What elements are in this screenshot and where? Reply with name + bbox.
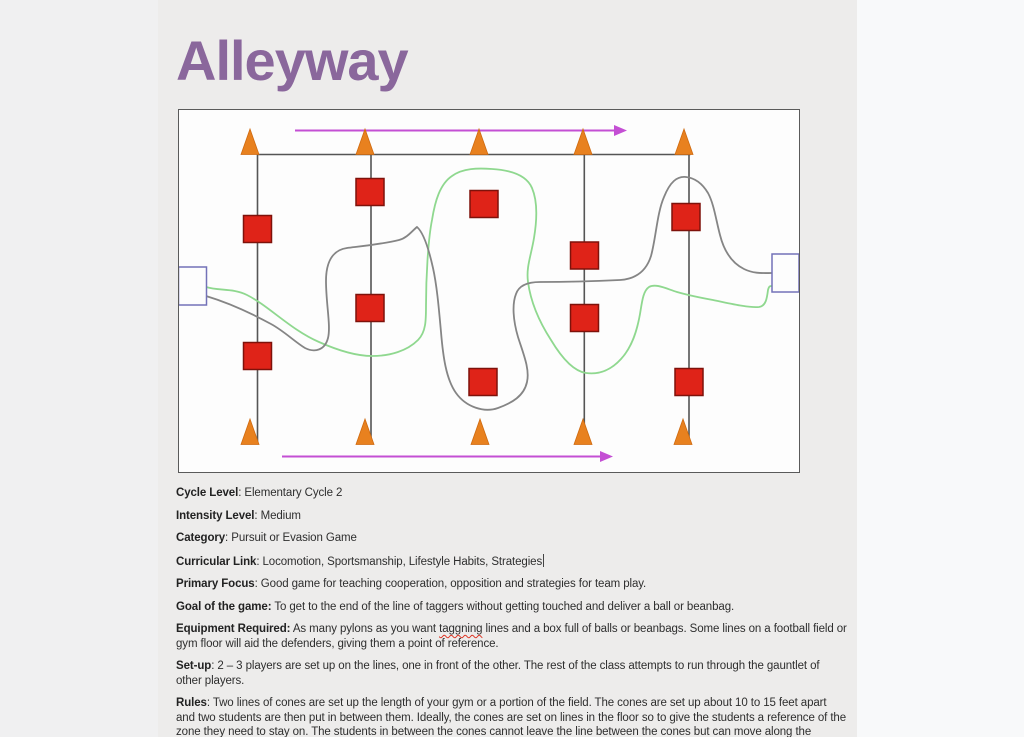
detail-separator: : xyxy=(206,697,213,709)
detail-row xyxy=(176,554,848,570)
tagger-square xyxy=(244,343,272,370)
tagger-square xyxy=(672,204,700,231)
detail-text: As many pylons as you want xyxy=(292,623,440,635)
detail-text: Pursuit or Evasion Game xyxy=(231,532,357,544)
cone-icon xyxy=(241,129,259,155)
document-canvas xyxy=(158,0,857,737)
start-box xyxy=(179,267,207,305)
misspelled-word: taggning xyxy=(439,623,483,635)
game-diagram-image xyxy=(178,109,800,473)
detail-text: Good game for teaching cooperation, opposition and strategies for team play. xyxy=(260,578,647,590)
tagger-square xyxy=(571,305,599,332)
cone-icon xyxy=(241,419,259,445)
tagger-square xyxy=(571,242,599,269)
detail-separator: : xyxy=(254,509,261,522)
detail-text: Medium xyxy=(260,509,301,522)
detail-row xyxy=(176,696,848,737)
top-direction-arrow-head-icon xyxy=(614,125,627,136)
detail-label: Rules xyxy=(176,697,207,709)
detail-text: lines and a box full of balls or beanbags. Some lines on a football field or gym floor will aid the defenders, giving them a point of reference. xyxy=(176,623,847,650)
detail-label: Primary Focus xyxy=(176,578,255,590)
detail-label: Intensity Level xyxy=(176,509,255,522)
detail-row xyxy=(176,622,848,651)
detail-text: Two lines of cones are set up the length of your gym or a portion of the field. The cones are set up about 10 to 15 feet apart and two students are then put in between them. Ideally, the cones are set on lines in the floor so to give the students a reference of the zone they need to stay on. The students in between the cones cannot leave the line between the cones but can move along the xyxy=(176,697,847,737)
detail-row xyxy=(176,509,848,524)
page-left-margin xyxy=(0,0,158,737)
detail-label: Cycle Level xyxy=(176,487,239,499)
detail-separator: : xyxy=(238,487,245,499)
tagger-square xyxy=(470,191,498,218)
detail-text: To get to the end of the line of taggers without getting touched and deliver a ball or beanbag. xyxy=(274,600,735,613)
detail-row xyxy=(176,659,848,688)
tagger-square xyxy=(356,179,384,206)
bottom-direction-arrow-head-icon xyxy=(600,451,613,462)
detail-text: Elementary Cycle 2 xyxy=(244,487,343,499)
detail-text: 2 – 3 players are set up on the lines, one in front of the other. The rest of the class attempts to run through the gauntlet of other players. xyxy=(176,660,820,687)
detail-separator: : xyxy=(256,555,263,568)
detail-label: Category xyxy=(176,532,226,544)
detail-label: Curricular Link xyxy=(176,555,257,568)
detail-label: Set-up xyxy=(176,660,212,672)
tagger-square xyxy=(469,369,497,396)
tagger-square xyxy=(356,295,384,322)
detail-row xyxy=(176,577,848,592)
detail-separator: : xyxy=(211,660,218,672)
alleyway-field-diagram xyxy=(179,110,799,472)
detail-text: Locomotion, Sportsmanship, Lifestyle Habits, Strategies xyxy=(262,555,543,568)
detail-row xyxy=(176,486,848,501)
cone-icon xyxy=(356,129,374,155)
detail-separator: : xyxy=(225,532,232,544)
game-details xyxy=(176,486,848,737)
end-box xyxy=(772,254,799,292)
cone-icon xyxy=(471,419,489,445)
detail-label: Goal of the game: xyxy=(176,600,272,613)
tagger-square xyxy=(675,369,703,396)
cone-icon xyxy=(574,129,592,155)
detail-separator: : xyxy=(254,578,261,590)
detail-row xyxy=(176,600,848,615)
page-title: Alleyway xyxy=(176,29,408,92)
detail-row xyxy=(176,531,848,546)
cone-icon xyxy=(470,129,488,155)
cone-icon xyxy=(574,419,592,445)
cone-icon xyxy=(675,129,693,155)
tagger-square xyxy=(244,216,272,243)
text-cursor xyxy=(543,554,544,567)
detail-label: Equipment Required: xyxy=(176,623,291,635)
